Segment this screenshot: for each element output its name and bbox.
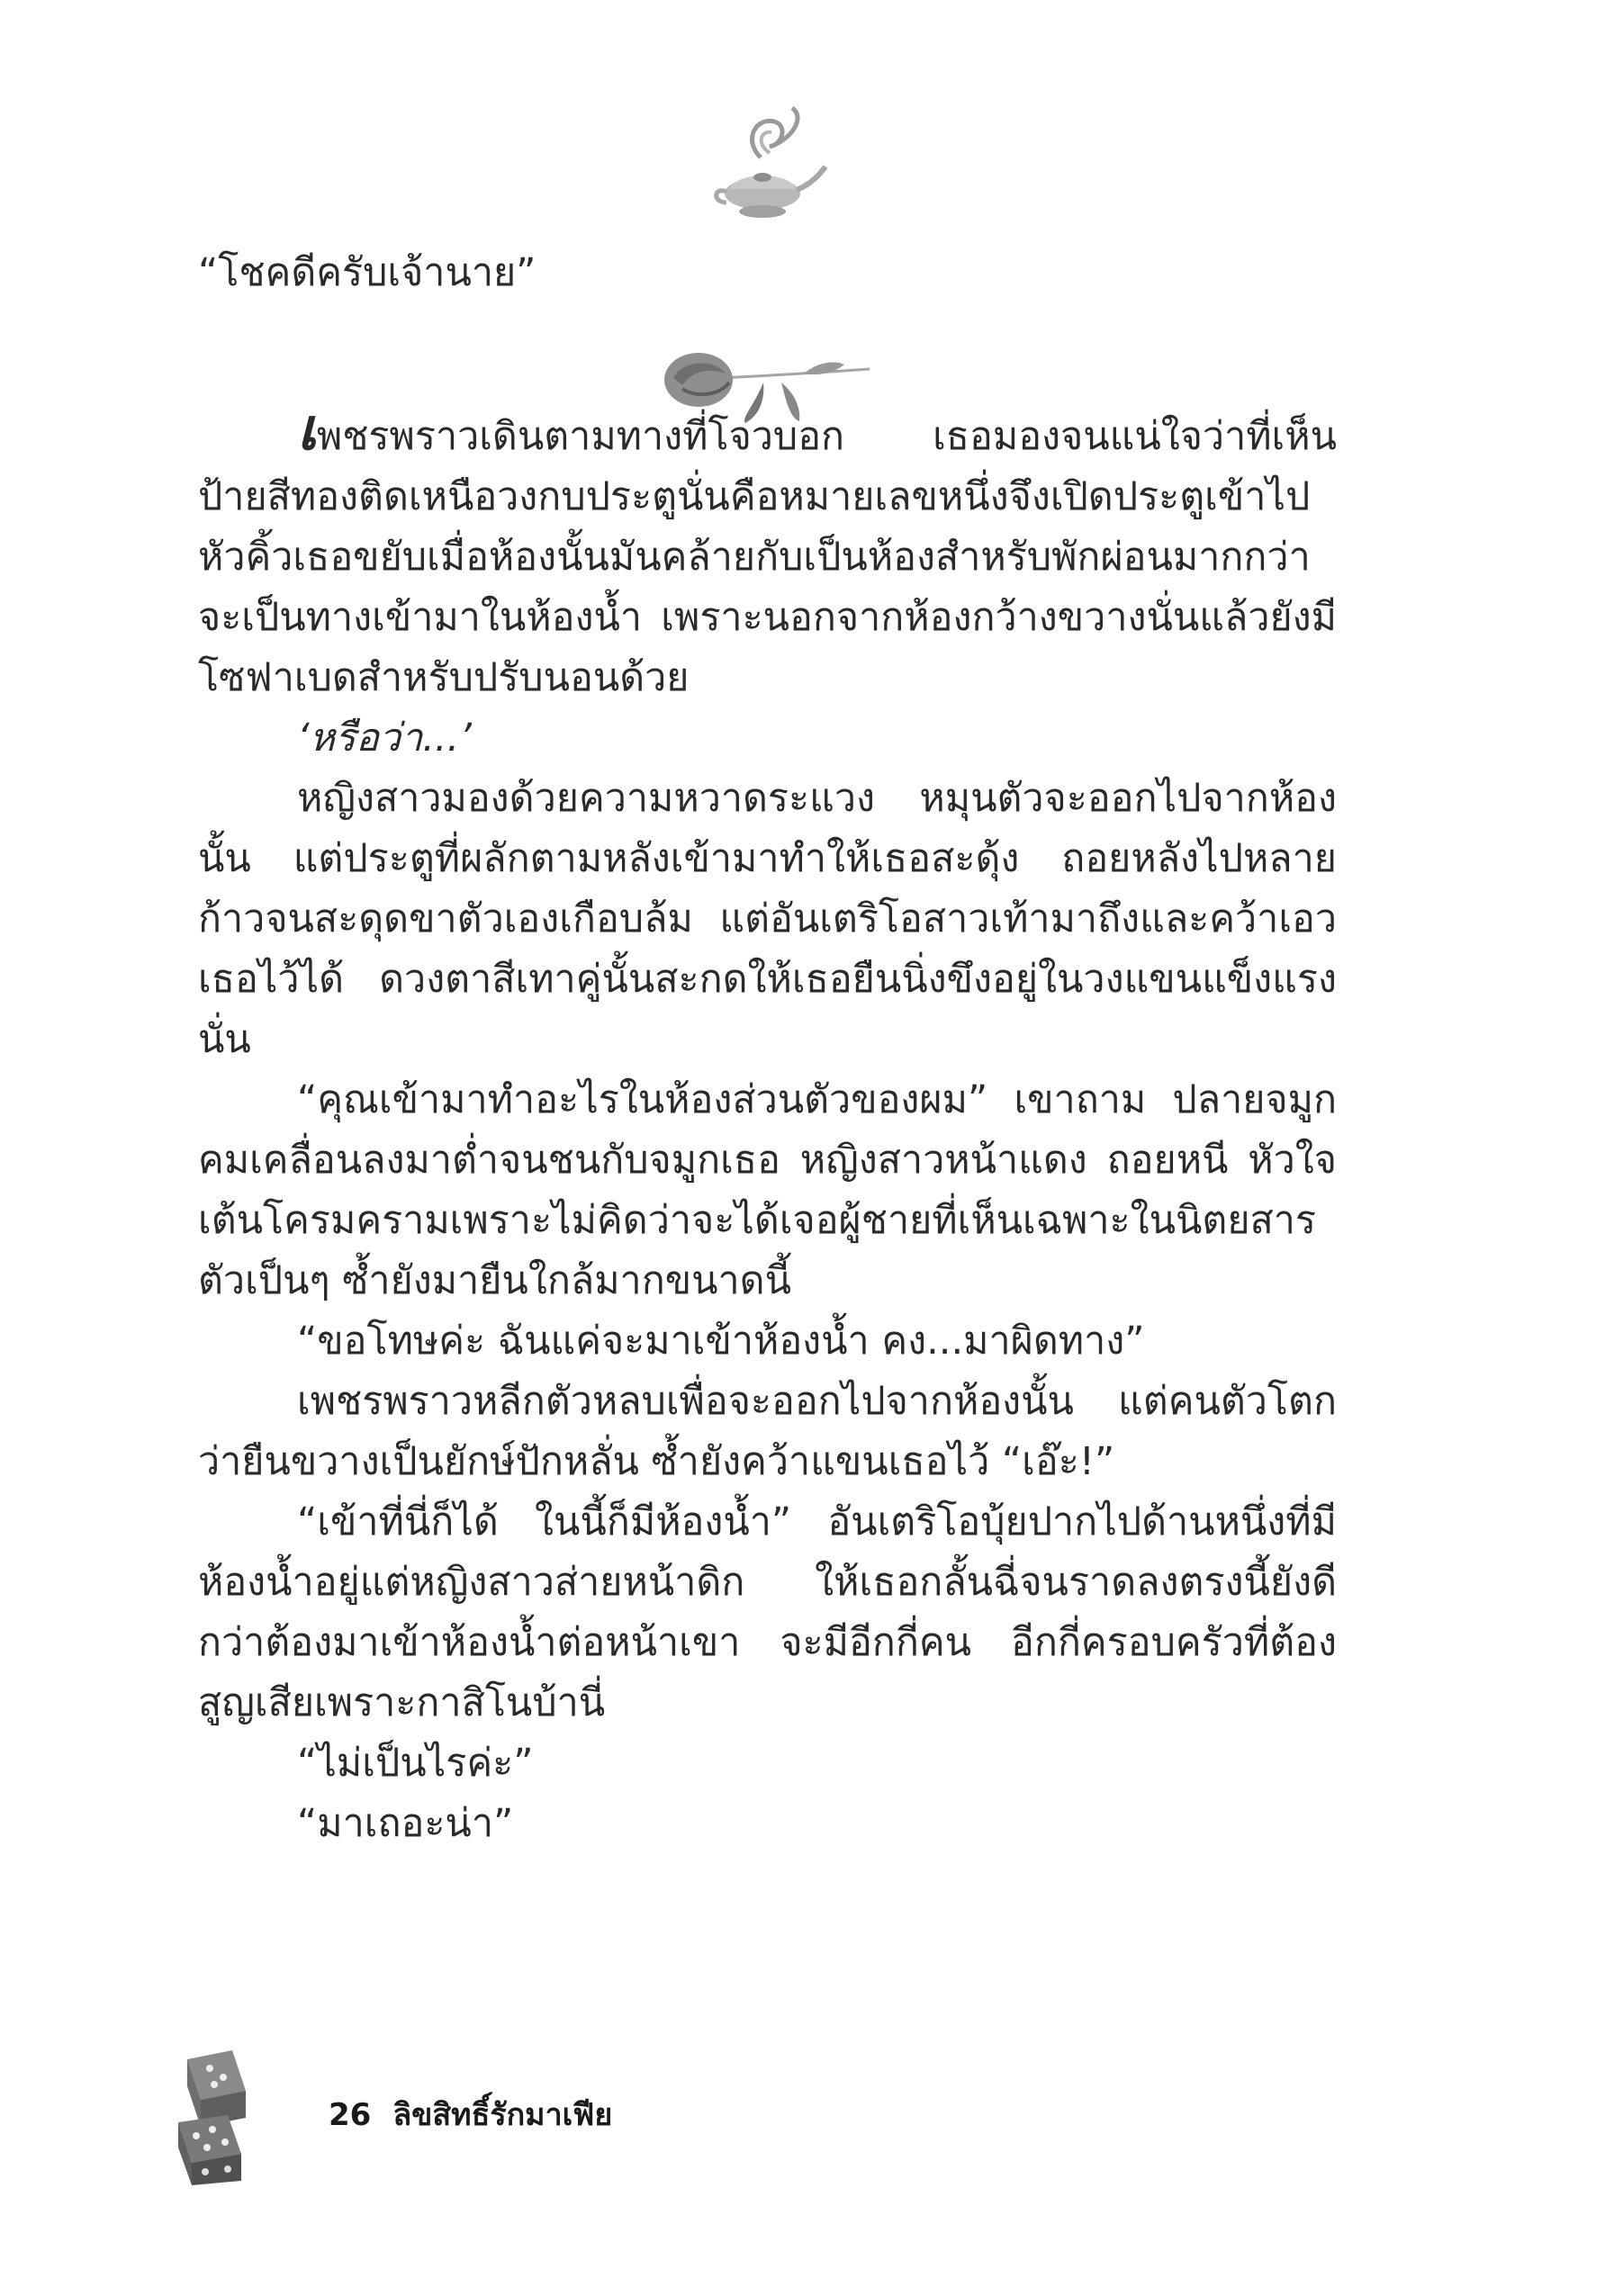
page-footer xyxy=(329,2090,634,2138)
book-title: ลิขสิทธิ์รักมาเฟีย xyxy=(392,2097,613,2133)
body-text xyxy=(198,243,1337,1854)
paragraph: “เข้าที่นี่ก็ได้ ในนี้ก็มีห้องน้ำ” อันเตริโอบุ้ยปากไปด้านหนึ่งที่มีห้องน้ำอยู่แต่หญิงสาวส่ายหน้าดิก ให้เธอกลั้นฉี่จนราดลงตรงนี้ยังดีกว่าต้องมาเข้าห้องน้ำต่อหน้าเขา จะมีอีกกี่คน อีกกี่ครอบครัวที่ต้องสูญเสียเพราะกาสิโนบ้านี่ xyxy=(198,1499,1337,1725)
opening-quote: “โชคดีครับเจ้านาย” xyxy=(198,250,537,295)
paragraph: “มาเถอะน่า” xyxy=(297,1801,514,1846)
paragraph: เพชรพราวหลีกตัวหลบเพื่อจะออกไปจากห้องนั้น แต่คนตัวโตกว่ายืนขวางเป็นยักษ์ปักหลั่น ซ้ำยังคว้าแขนเธอไว้ “เอ๊ะ!” xyxy=(198,1379,1337,1484)
paragraph: เพชรพราวเดินตามทางที่โจวบอก เธอมองจนแน่ใจว่าที่เห็นป้ายสีทองติดเหนือวงกบประตูนั่นคือหมายเลขหนึ่งจึงเปิดประตูเข้าไป หัวคิ้วเธอขยับเมื่อห้องนั้นมันคล้ายกับเป็นห้องสำหรับพักผ่อนมากกว่าจะเป็นทางเข้ามาในห้องน้ำ เพราะนอกจากห้องกว้างขวางนั่นแล้วยังมีโซฟาเบดสำหรับปรับนอนด้วย xyxy=(198,397,1337,700)
page-number: 26 xyxy=(329,2097,372,2133)
paragraph: “คุณเข้ามาทำอะไรในห้องส่วนตัวของผม” เขาถาม ปลายจมูกคมเคลื่อนลงมาต่ำจนชนกับจมูกเธอ หญิงสาวหน้าแดง ถอยหนี หัวใจเต้นโครมครามเพราะไม่คิดว่าจะได้เจอผู้ชายที่เห็นเฉพาะในนิตยสารตัวเป็นๆ ซ้ำยังมายืนใกล้มากขนาดนี้ xyxy=(198,1077,1337,1303)
dice-icon xyxy=(160,2050,295,2185)
genie-lamp-icon xyxy=(707,104,828,230)
paragraph: หญิงสาวมองด้วยความหวาดระแวง หมุนตัวจะออกไปจากห้องนั้น แต่ประตูที่ผลักตามหลังเข้ามาทำให้เธอสะดุ้ง ถอยหลังไปหลายก้าวจนสะดุดขาตัวเองเกือบล้ม แต่อันเตริโอสาวเท้ามาถึงและคว้าเอวเธอไว้ได้ ดวงตาสีเทาคู่นั้นสะกดให้เธอยืนนิ่งขึงอยู่ในวงแขนแข็งแรงนั่น xyxy=(198,776,1337,1062)
dropcap: เ xyxy=(297,397,317,464)
paragraph: ‘หรือว่า...’ xyxy=(297,716,472,761)
paragraph: “ขอโทษค่ะ ฉันแค่จะมาเข้าห้องน้ำ คง...มาผิดทาง” xyxy=(297,1319,1145,1364)
paragraph: “ไม่เป็นไรค่ะ” xyxy=(297,1741,534,1786)
